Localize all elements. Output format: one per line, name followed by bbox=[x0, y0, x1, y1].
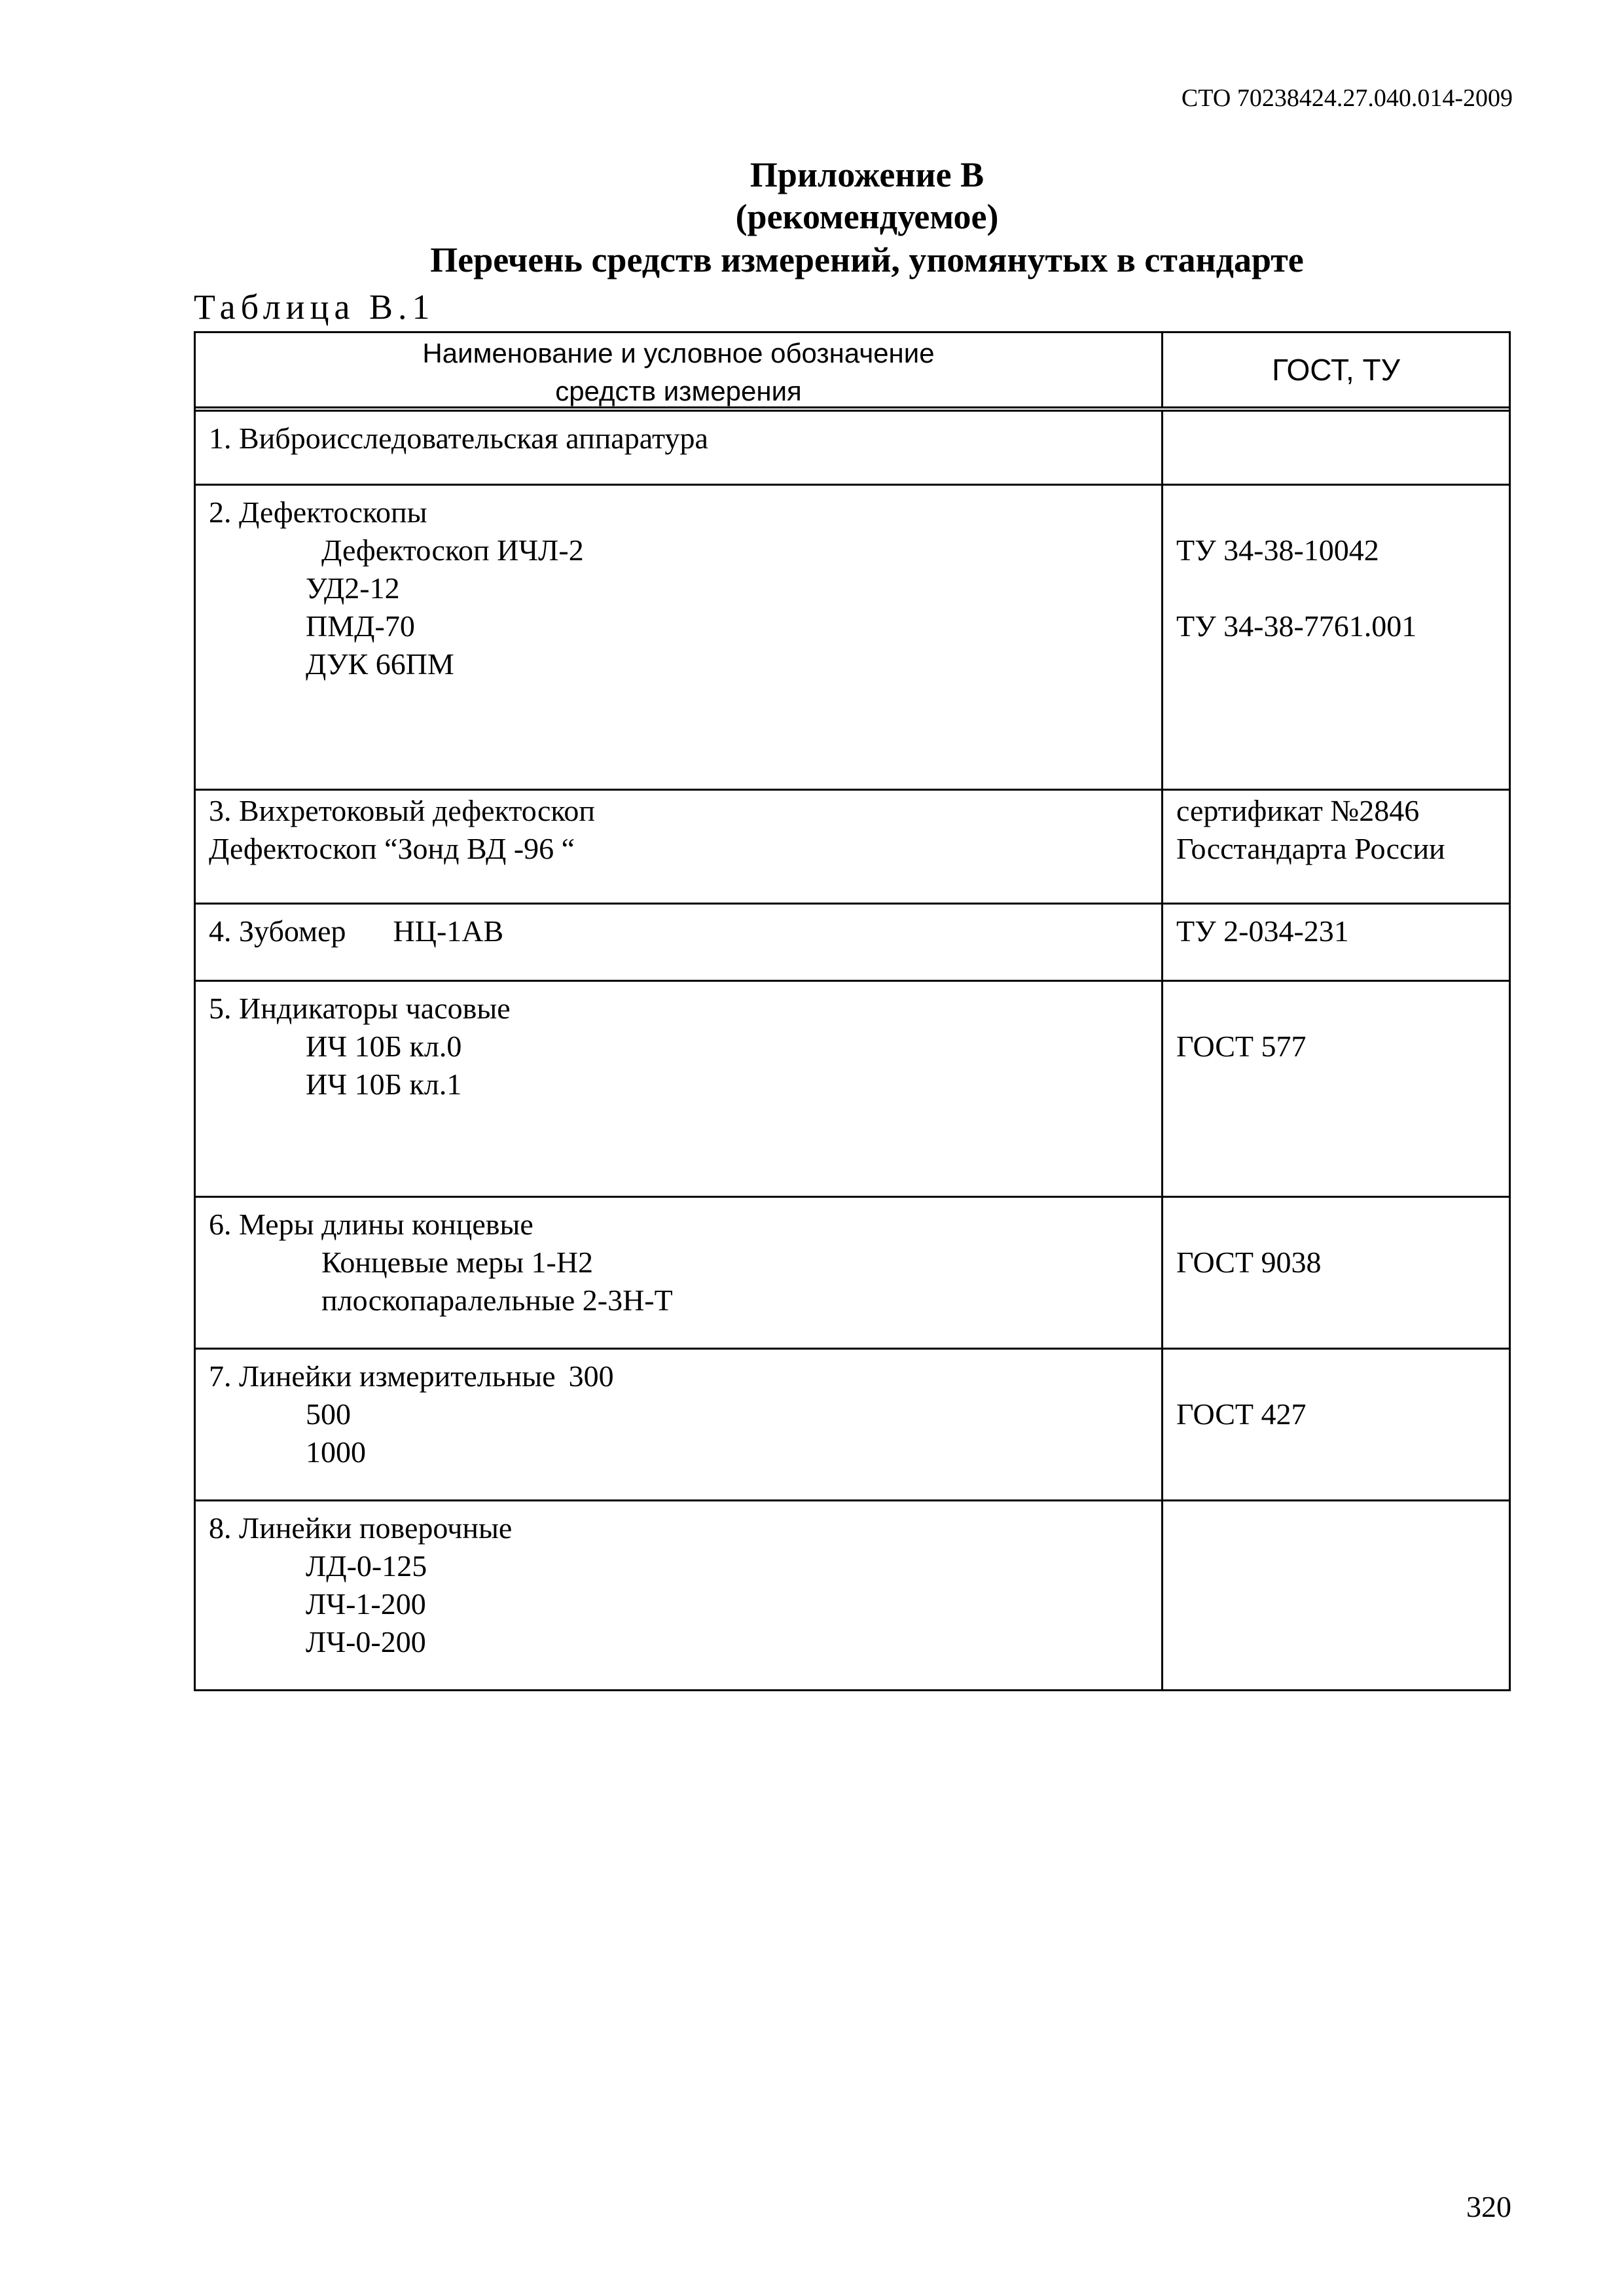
appendix-title: Приложение В bbox=[749, 155, 984, 194]
header-name-cell bbox=[196, 333, 1163, 406]
header-standard-label: ГОСТ, ТУ bbox=[1272, 353, 1400, 387]
standard-cell bbox=[1163, 486, 1509, 789]
row-standard: сертификат №2846 bbox=[1176, 794, 1420, 827]
row-standard: ТУ 34-38-7761.001 bbox=[1176, 609, 1417, 643]
table-row bbox=[196, 1499, 1509, 1689]
row-item: плоскопаралельные 2-3Н-Т bbox=[321, 1283, 673, 1317]
row-item: ИЧ 10Б кл.0 bbox=[306, 1030, 462, 1063]
row-title: 5. Индикаторы часовые bbox=[209, 992, 511, 1025]
row-item: ИЧ 10Б кл.1 bbox=[306, 1067, 462, 1101]
name-cell bbox=[196, 1198, 1163, 1348]
row-item: Дефектоскоп ИЧЛ-2 bbox=[321, 533, 584, 567]
row-item: Концевые меры 1-Н2 bbox=[321, 1246, 594, 1279]
row-item: 500 bbox=[306, 1397, 351, 1431]
table-row bbox=[196, 903, 1509, 980]
row-title: 7. Линейки измерительные bbox=[209, 1359, 556, 1393]
row-title: 2. Дефектоскопы bbox=[209, 495, 427, 529]
header-name-line2: средств измерения bbox=[555, 376, 802, 406]
row-item: ДУК 66ПМ bbox=[306, 647, 454, 681]
standard-cell bbox=[1163, 1350, 1509, 1499]
name-cell bbox=[196, 486, 1163, 789]
row-standard: ТУ 34-38-10042 bbox=[1176, 533, 1379, 567]
table-row bbox=[196, 1348, 1509, 1499]
row-title-line bbox=[209, 1357, 1148, 1395]
document-code: СТО 70238424.27.040.014-2009 bbox=[1181, 84, 1513, 112]
name-cell bbox=[196, 412, 1163, 484]
row-item: УД2-12 bbox=[306, 571, 400, 605]
row-item: ЛД-0-125 bbox=[306, 1549, 427, 1583]
row-title-line bbox=[209, 912, 1148, 950]
row-standard: ТУ 2-034-231 bbox=[1176, 914, 1349, 948]
appendix-subject: Перечень средств измерений, упомянутых в стандарте bbox=[430, 240, 1304, 279]
table-caption: Таблица В.1 bbox=[194, 287, 435, 327]
standard-cell bbox=[1163, 791, 1509, 903]
row-title: 1. Виброисследовательская аппаратура bbox=[209, 422, 708, 455]
row-model: НЦ-1АВ bbox=[393, 914, 504, 948]
table-row bbox=[196, 484, 1509, 789]
row-item: Дефектоскоп “Зонд ВД -96 “ bbox=[209, 832, 575, 865]
standard-cell bbox=[1163, 905, 1509, 980]
instruments-table bbox=[194, 331, 1511, 1691]
row-standard: ГОСТ 427 bbox=[1176, 1397, 1307, 1431]
appendix-status: (рекомендуемое) bbox=[735, 197, 999, 236]
page-number: 320 bbox=[1466, 2190, 1511, 2223]
table-row bbox=[196, 980, 1509, 1196]
row-item: ЛЧ-0-200 bbox=[306, 1625, 426, 1659]
table-row bbox=[196, 406, 1509, 484]
header-standard-cell bbox=[1163, 333, 1509, 406]
row-model: 300 bbox=[568, 1359, 614, 1393]
row-item: ПМД-70 bbox=[306, 609, 415, 643]
row-item: 1000 bbox=[306, 1435, 366, 1469]
row-standard: ГОСТ 577 bbox=[1176, 1030, 1307, 1063]
standard-cell bbox=[1163, 1501, 1509, 1689]
row-item: ЛЧ-1-200 bbox=[306, 1587, 426, 1621]
standard-cell bbox=[1163, 982, 1509, 1196]
table-row bbox=[196, 789, 1509, 903]
name-cell bbox=[196, 791, 1163, 903]
name-cell bbox=[196, 1501, 1163, 1689]
name-cell bbox=[196, 1350, 1163, 1499]
row-title: 8. Линейки поверочные bbox=[209, 1511, 513, 1545]
row-standard: ГОСТ 9038 bbox=[1176, 1246, 1322, 1279]
table-header-row bbox=[196, 333, 1509, 406]
name-cell bbox=[196, 982, 1163, 1196]
standard-cell bbox=[1163, 412, 1509, 484]
name-cell bbox=[196, 905, 1163, 980]
table-row bbox=[196, 1196, 1509, 1348]
standard-cell bbox=[1163, 1198, 1509, 1348]
row-title: 6. Меры длины концевые bbox=[209, 1208, 533, 1241]
header-name-line1: Наименование и условное обозначение bbox=[422, 338, 935, 368]
row-standard: Госстандарта России bbox=[1176, 832, 1445, 865]
row-title: 4. Зубомер bbox=[209, 914, 346, 948]
row-title: 3. Вихретоковый дефектоскоп bbox=[209, 794, 596, 827]
